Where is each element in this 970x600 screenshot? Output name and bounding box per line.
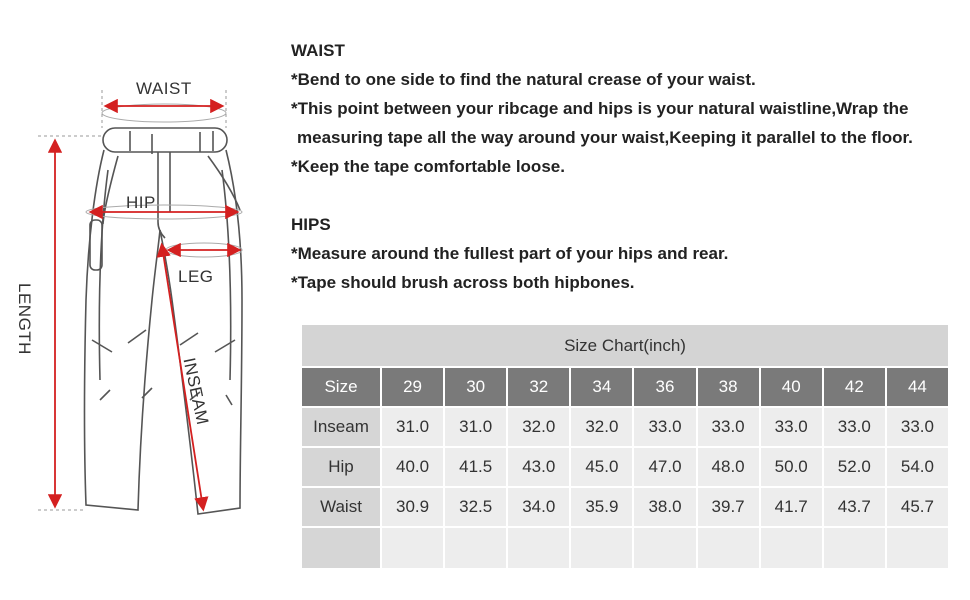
table-cell: 52.0 bbox=[823, 447, 886, 487]
table-row-inseam bbox=[301, 407, 949, 447]
length-label: LENGTH bbox=[15, 283, 34, 355]
table-cell: 40.0 bbox=[381, 447, 444, 487]
pants-outline bbox=[85, 128, 243, 514]
empty-cell bbox=[886, 527, 949, 569]
waist-instruction-line: *This point between your ribcage and hips is your natural waistline,Wrap the bbox=[291, 99, 909, 118]
table-cell: 31.0 bbox=[381, 407, 444, 447]
size-chart-title: Size Chart(inch) bbox=[301, 324, 949, 367]
empty-cell bbox=[760, 527, 823, 569]
measurement-arrows bbox=[55, 106, 238, 508]
size-header-cell: 36 bbox=[633, 367, 696, 407]
size-header-cell: 38 bbox=[697, 367, 760, 407]
size-header-cell: 32 bbox=[507, 367, 570, 407]
size-chart-table bbox=[300, 323, 950, 570]
size-header-cell: 44 bbox=[886, 367, 949, 407]
empty-row-label bbox=[301, 527, 381, 569]
table-cell: 43.0 bbox=[507, 447, 570, 487]
table-cell: 33.0 bbox=[633, 407, 696, 447]
waist-label: WAIST bbox=[136, 79, 192, 98]
hips-section-title: HIPS bbox=[291, 215, 331, 234]
size-header-cell: 40 bbox=[760, 367, 823, 407]
table-cell: 41.5 bbox=[444, 447, 507, 487]
pants-measurement-diagram bbox=[0, 0, 280, 600]
table-cell: 32.5 bbox=[444, 487, 507, 527]
guide-lines bbox=[38, 90, 226, 510]
table-cell: 45.0 bbox=[570, 447, 633, 487]
table-row-hip bbox=[301, 447, 949, 487]
table-cell: 30.9 bbox=[381, 487, 444, 527]
table-cell: 39.7 bbox=[697, 487, 760, 527]
hips-instruction-line: *Tape should brush across both hipbones. bbox=[291, 273, 635, 292]
inseam-label: INSEAM bbox=[179, 356, 213, 427]
table-cell: 33.0 bbox=[823, 407, 886, 447]
waist-instruction-line: *Keep the tape comfortable loose. bbox=[291, 157, 565, 176]
table-cell: 48.0 bbox=[697, 447, 760, 487]
waist-instruction-line: *Bend to one side to find the natural crease of your waist. bbox=[291, 70, 756, 89]
table-cell: 45.7 bbox=[886, 487, 949, 527]
hip-label: HIP bbox=[126, 193, 156, 212]
leg-label: LEG bbox=[178, 267, 214, 286]
waist-section-title: WAIST bbox=[291, 41, 345, 60]
table-cell: 33.0 bbox=[697, 407, 760, 447]
measurement-instructions bbox=[291, 40, 966, 301]
table-cell: 47.0 bbox=[633, 447, 696, 487]
size-header-cell: 34 bbox=[570, 367, 633, 407]
table-cell: 54.0 bbox=[886, 447, 949, 487]
empty-cell bbox=[570, 527, 633, 569]
hips-instruction-line: *Measure around the fullest part of your hips and rear. bbox=[291, 244, 729, 263]
table-row-empty bbox=[301, 527, 949, 569]
table-cell: 35.9 bbox=[570, 487, 633, 527]
waist-instructions bbox=[291, 40, 966, 185]
row-label: Waist bbox=[301, 487, 381, 527]
row-label: Hip bbox=[301, 447, 381, 487]
size-header-cell: 42 bbox=[823, 367, 886, 407]
table-cell: 43.7 bbox=[823, 487, 886, 527]
size-header-row bbox=[301, 367, 949, 407]
empty-cell bbox=[444, 527, 507, 569]
empty-cell bbox=[697, 527, 760, 569]
empty-cell bbox=[633, 527, 696, 569]
table-row-waist bbox=[301, 487, 949, 527]
empty-cell bbox=[381, 527, 444, 569]
row-label: Inseam bbox=[301, 407, 381, 447]
size-header-cell: 30 bbox=[444, 367, 507, 407]
empty-cell bbox=[507, 527, 570, 569]
table-cell: 33.0 bbox=[886, 407, 949, 447]
table-cell: 31.0 bbox=[444, 407, 507, 447]
size-header-cell: 29 bbox=[381, 367, 444, 407]
empty-cell bbox=[823, 527, 886, 569]
table-cell: 32.0 bbox=[570, 407, 633, 447]
table-cell: 41.7 bbox=[760, 487, 823, 527]
table-cell: 34.0 bbox=[507, 487, 570, 527]
table-cell: 32.0 bbox=[507, 407, 570, 447]
table-cell: 33.0 bbox=[760, 407, 823, 447]
waist-instruction-line: measuring tape all the way around your waist,Keeping it parallel to the floor. bbox=[297, 128, 913, 147]
table-cell: 38.0 bbox=[633, 487, 696, 527]
table-cell: 50.0 bbox=[760, 447, 823, 487]
hips-instructions bbox=[291, 214, 966, 301]
size-header-label: Size bbox=[301, 367, 381, 407]
